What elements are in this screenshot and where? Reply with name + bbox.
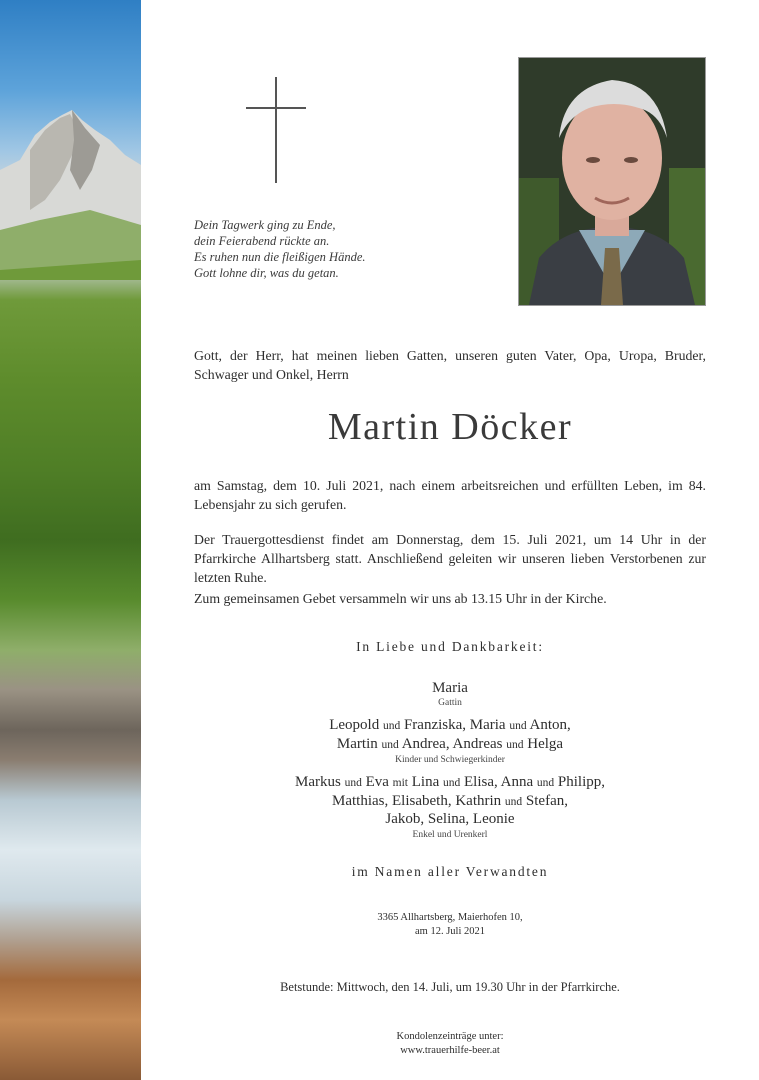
family-connector: mit xyxy=(392,777,408,789)
family-wife: Maria xyxy=(432,680,468,696)
poem-line: Dein Tagwerk ging zu Ende, xyxy=(194,218,336,232)
family-connector: und xyxy=(504,796,523,808)
love-heading: In Liebe und Dankbarkeit: xyxy=(356,639,544,654)
family-children-role: Kinder und Schwiegerkinder xyxy=(395,755,505,765)
condolence-label: Kondolenzeinträge unter: xyxy=(396,1031,504,1042)
family-connector: und xyxy=(536,777,555,789)
family-name: Lina xyxy=(411,774,440,790)
family-grandchildren-line xyxy=(150,773,750,793)
family-grandchildren-line: Jakob, Selina, Leonie xyxy=(385,811,515,827)
date-line: am 12. Juli 2021 xyxy=(415,926,485,937)
family-name: Anton, xyxy=(529,717,571,733)
mountain-peak-graphic xyxy=(0,110,141,280)
family-name: Matthias, Elisabeth, Kathrin xyxy=(332,793,502,809)
condolence-link[interactable]: www.trauerhilfe-beer.at xyxy=(400,1045,500,1056)
poem xyxy=(194,217,366,281)
family-name: Leopold xyxy=(329,717,380,733)
family-grandchildren-line xyxy=(150,792,750,812)
poem-line: Es ruhen nun die fleißigen Hände. xyxy=(194,250,366,264)
family-connector: und xyxy=(509,720,527,732)
family-name: Elisa, Anna xyxy=(463,774,534,790)
family-name: Stefan, xyxy=(525,793,568,809)
landscape-image xyxy=(0,0,141,1080)
betstunde-line: Betstunde: Mittwoch, den 14. Juli, um 19.30 Uhr in der Pfarrkirche. xyxy=(280,980,620,994)
service-text: Der Trauergottesdienst findet am Donnerstag, dem 15. Juli 2021, um 14 Uhr in der Pfarrkirche Allhartsberg statt. Anschließend geleiten wir unseren lieben Verstorbenen zur letzten Ruhe. xyxy=(194,532,706,585)
family-connector: und xyxy=(506,739,524,751)
family-name: Philipp, xyxy=(557,774,605,790)
family-name: Martin xyxy=(336,736,378,752)
family-wife-role: Gattin xyxy=(438,698,462,708)
family-name: Andrea, Andreas xyxy=(401,736,503,752)
poem-line: dein Feierabend rückte an. xyxy=(194,234,330,248)
deceased-name: Martin Döcker xyxy=(327,406,573,448)
intro-text: Gott, der Herr, hat meinen lieben Gatten, unseren guten Vater, Opa, Uropa, Bruder, Schwager und Onkel, Herrn xyxy=(194,348,706,382)
family-name: Franziska, Maria xyxy=(403,717,506,733)
family-connector: und xyxy=(442,777,461,789)
prayer-text: Zum gemeinsamen Gebet versammeln wir uns ab 13.15 Uhr in der Kirche. xyxy=(194,591,607,606)
family-connector: und xyxy=(382,720,401,732)
portrait-photo xyxy=(518,57,706,306)
family-name: Eva xyxy=(365,774,389,790)
relatives-line: im Namen aller Verwandten xyxy=(351,864,549,879)
family-connector: und xyxy=(381,739,399,751)
place-line: 3365 Allhartsberg, Maierhofen 10, xyxy=(377,912,523,923)
family-grandchildren-role: Enkel und Urenkerl xyxy=(412,830,488,840)
family-name: Helga xyxy=(527,736,564,752)
cross-icon xyxy=(246,77,306,183)
family-children-line xyxy=(150,716,750,736)
family-name: Markus xyxy=(294,774,341,790)
family-children-line xyxy=(150,735,750,755)
death-text: am Samstag, dem 10. Juli 2021, nach einem arbeitsreichen und erfüllten Leben, im 84. Lebensjahr zu sich gerufen. xyxy=(194,478,706,512)
family-connector: und xyxy=(344,777,362,789)
poem-line: Gott lohne dir, was du getan. xyxy=(194,266,339,280)
